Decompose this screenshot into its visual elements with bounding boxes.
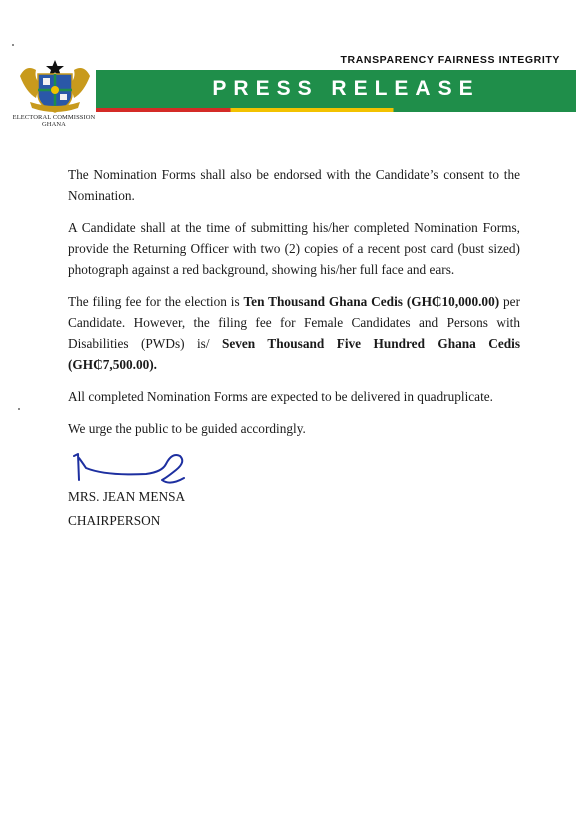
flag-color-stripe bbox=[96, 108, 576, 112]
banner-title: PRESS RELEASE bbox=[212, 77, 480, 100]
scan-speck bbox=[12, 44, 14, 46]
organization-name bbox=[6, 114, 102, 128]
tagline: TRANSPARENCY FAIRNESS INTEGRITY bbox=[340, 54, 560, 66]
handwritten-signature bbox=[66, 446, 196, 490]
press-release-banner bbox=[96, 70, 576, 108]
ghana-coat-of-arms-icon bbox=[16, 58, 94, 114]
organization-name-line-1: ELECTORAL COMMISSION bbox=[12, 114, 96, 121]
organization-name-line-2: GHANA bbox=[42, 121, 66, 128]
signatory-title: CHAIRPERSON bbox=[68, 513, 161, 528]
paragraph-endorsement: The Nomination Forms shall also be endorsed with the Candidate’s consent to the Nomination. bbox=[68, 167, 520, 203]
filing-fee-amount-general: Ten Thousand Ghana Cedis (GH₵10,000.00) bbox=[243, 294, 500, 309]
paragraph-guidance: We urge the public to be guided accordingly. bbox=[68, 421, 306, 436]
scan-speck bbox=[18, 408, 20, 410]
filing-fee-text-b: per Candidate. However, the filing fee for Female Candidates and Persons with Disabilities (PWDs) is/ bbox=[68, 294, 521, 351]
filing-fee-amount-reduced: Seven Thousand Five Hundred Ghana Cedis (GH₵7,500.00). bbox=[68, 336, 520, 372]
press-release-body bbox=[68, 164, 520, 450]
signatory-name: MRS. JEAN MENSA bbox=[68, 489, 186, 504]
paragraph-quadruplicate: All completed Nomination Forms are expected to be delivered in quadruplicate. bbox=[68, 389, 493, 404]
filing-fee-text-a: The filing fee for the election is bbox=[68, 294, 244, 309]
paragraph-filing-fee bbox=[68, 291, 520, 375]
paragraph-photograph: A Candidate shall at the time of submitting his/her completed Nomination Forms, provide the Returning Officer with two (2) copies of a recent post card (bust sized) photograph against a red background, showing his/her full face and ears. bbox=[68, 220, 520, 277]
